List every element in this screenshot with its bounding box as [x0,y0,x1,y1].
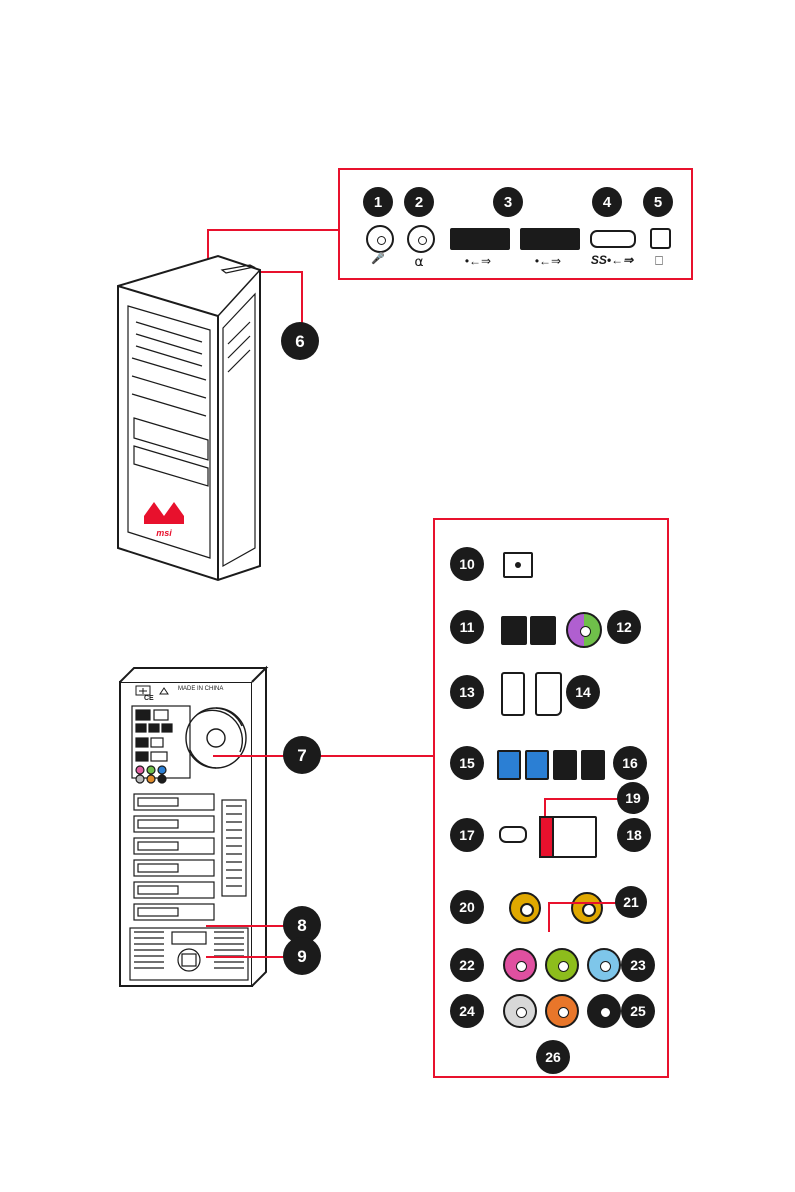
usb-3-type-a-port-2[interactable] [525,750,549,780]
usb-2-type-a-port-5[interactable] [553,750,577,780]
usb-2-type-a-port-3[interactable] [501,616,527,645]
callout-25: 25 [621,994,655,1028]
callout-7: 7 [283,736,321,774]
callout-26: 26 [536,1040,570,1074]
superspeed-usb-icon: SS•←⇒ [590,253,634,267]
center-sub-jack-orange[interactable] [545,994,579,1028]
callout-17: 17 [450,818,484,852]
wifi-antenna-connector-1[interactable] [509,892,541,924]
callout-8: 8 [283,906,321,944]
callout-10: 10 [450,547,484,581]
callout-20: 20 [450,890,484,924]
usb-icon-1: •←⇒ [464,254,492,268]
flash-bios-button[interactable] [503,552,533,578]
callout-22: 22 [450,948,484,982]
callout-9: 9 [283,937,321,975]
side-surround-jack-grey[interactable] [503,994,537,1028]
front-io-panel [338,168,693,280]
callout-21: 21 [615,886,647,918]
line-out-jack-green[interactable] [545,948,579,982]
tower-front-view [110,248,270,584]
callout-14: 14 [566,675,600,709]
rear-io-panel [433,518,669,1078]
usb-2-type-a-port-4[interactable] [530,616,556,645]
usb-2-type-a-port-2[interactable] [520,228,580,250]
callout-24: 24 [450,994,484,1028]
usb-3-type-c-port[interactable] [590,230,636,248]
svg-text:CE: CE [144,695,154,702]
mic-in-jack-pink[interactable] [503,948,537,982]
headphone-icon: ⍺ [414,253,424,269]
hard-disk-icon: ⎕ [655,253,663,268]
displayport[interactable] [535,672,562,716]
leader-callout9 [206,956,284,958]
microphone-icon: 🎤 [371,253,385,265]
leader-callout21-h [548,902,618,904]
headphone-jack[interactable] [407,225,435,253]
line-in-jack-blue[interactable] [587,948,621,982]
callout-1: 1 [363,187,393,217]
leader-callout19-v [544,798,546,816]
callout-4: 4 [592,187,622,217]
hard-disk-led [650,228,671,249]
leader-callout8 [206,925,284,927]
callout-18: 18 [617,818,651,852]
callout-16: 16 [613,746,647,780]
usb-2-type-a-port-1[interactable] [450,228,510,250]
callout-11: 11 [450,610,484,644]
lan-rj45-port[interactable] [549,816,597,858]
callout-6: 6 [281,322,319,360]
wifi-antenna-connector-2[interactable] [571,892,603,924]
leader-top-panel [207,229,340,231]
callout-5: 5 [643,187,673,217]
leader-callout21-v [548,902,550,932]
hdmi-port[interactable] [501,672,525,716]
leader-callout19-h [544,798,618,800]
leader-callout6-v [301,271,303,327]
callout-19: 19 [617,782,649,814]
leader-rear-panel [213,755,433,757]
usb-2-type-a-port-6[interactable] [581,750,605,780]
tower-rear-view [110,660,270,992]
svg-text:MADE IN CHINA: MADE IN CHINA [178,686,224,692]
usb-3-type-c-port-rear[interactable] [499,826,527,843]
callout-12: 12 [607,610,641,644]
lan-highlight [539,816,554,858]
callout-15: 15 [450,746,484,780]
callout-23: 23 [621,948,655,982]
ps2-combo-port[interactable] [566,612,602,648]
microphone-jack[interactable] [366,225,394,253]
usb-3-type-a-port-1[interactable] [497,750,521,780]
callout-13: 13 [450,675,484,709]
svg-text:msi: msi [156,528,172,538]
callout-3: 3 [493,187,523,217]
callout-2: 2 [404,187,434,217]
rear-surround-jack-black[interactable] [587,994,621,1028]
usb-icon-2: •←⇒ [534,254,562,268]
